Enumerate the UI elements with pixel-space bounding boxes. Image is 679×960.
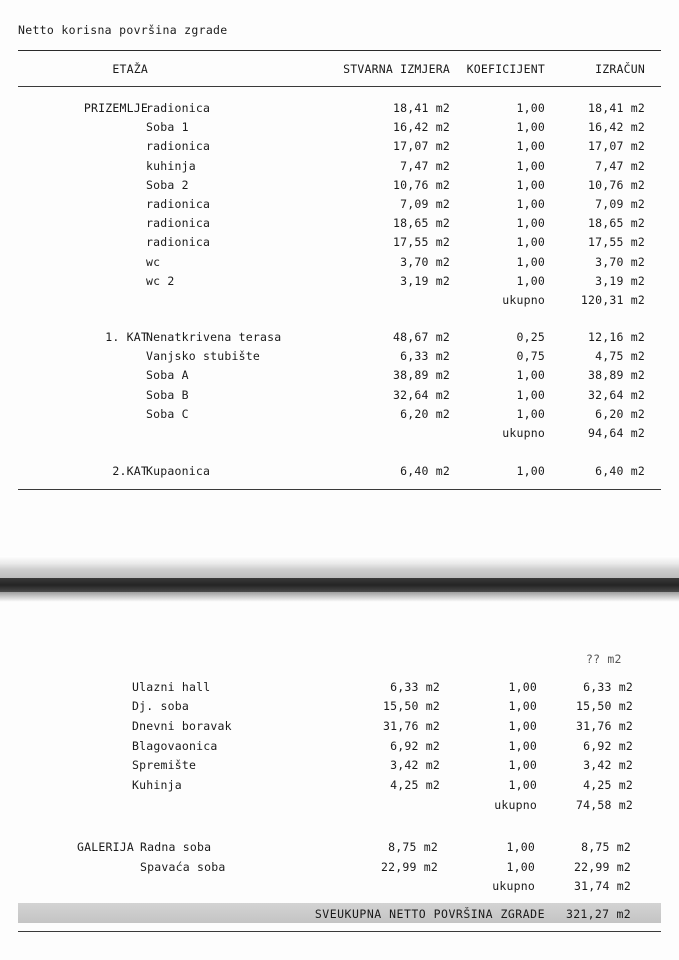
- row-name: radionica: [146, 196, 211, 211]
- row-measure: 18,65 m2: [393, 216, 450, 231]
- subtotal-value: 94,64 m2: [588, 425, 645, 440]
- page-title: Netto korisna površina zgrade: [18, 23, 228, 37]
- row-coefficient: 1,00: [508, 680, 537, 694]
- row-measure: 3,70 m2: [400, 254, 450, 269]
- row-calculation: 31,76 m2: [576, 718, 633, 733]
- row-calculation: 6,33 m2: [583, 680, 633, 694]
- row-name: Dnevni boravak: [132, 718, 232, 733]
- row-name: radionica: [146, 235, 211, 250]
- table-row: [0, 719, 679, 739]
- row-measure: 6,33 m2: [400, 349, 450, 364]
- row-name: radionica: [146, 101, 211, 115]
- row-measure: 32,64 m2: [393, 387, 450, 402]
- row-coefficient: 1,00: [508, 777, 537, 792]
- table-row: [0, 860, 679, 880]
- row-measure: 3,19 m2: [400, 273, 450, 288]
- table-row: [0, 840, 679, 860]
- subtotal-label: ukupno: [502, 425, 545, 440]
- row-coefficient: 1,00: [508, 699, 537, 714]
- row-calculation: 7,47 m2: [595, 158, 645, 173]
- row-coefficient: 1,00: [508, 758, 537, 773]
- row-name: Soba A: [146, 368, 189, 383]
- table-row: [0, 216, 679, 235]
- row-measure: 6,20 m2: [400, 406, 450, 421]
- row-calculation: 15,50 m2: [576, 699, 633, 714]
- row-calculation: 7,09 m2: [595, 196, 645, 211]
- subtotal-label: ukupno: [502, 292, 545, 307]
- row-calculation: 3,19 m2: [595, 273, 645, 288]
- row-measure: 16,42 m2: [393, 120, 450, 135]
- row-measure: 48,67 m2: [393, 330, 450, 344]
- table-row: [0, 368, 679, 387]
- row-name: radionica: [146, 139, 211, 154]
- header-rule-bottom: [18, 86, 661, 87]
- row-coefficient: 1,00: [516, 139, 545, 154]
- column-header-measure: STVARNA IZMJERA: [343, 62, 450, 76]
- row-name: radionica: [146, 216, 211, 231]
- row-calculation: 18,65 m2: [588, 216, 645, 231]
- row-name: Kuhinja: [132, 777, 182, 792]
- row-coefficient: 1,00: [516, 101, 545, 115]
- row-calculation: 17,07 m2: [588, 139, 645, 154]
- table-row: [0, 159, 679, 178]
- row-name: kuhinja: [146, 158, 196, 173]
- table-row: [0, 139, 679, 158]
- row-measure: 22,99 m2: [381, 859, 438, 874]
- header-rule-top: [18, 50, 661, 51]
- row-calculation: 6,40 m2: [595, 464, 645, 478]
- row-calculation: 6,20 m2: [595, 406, 645, 421]
- row-measure: 3,42 m2: [390, 758, 440, 773]
- group-label: GALERIJA: [77, 840, 134, 854]
- subtotal-label: ukupno: [494, 797, 537, 812]
- row-coefficient: 1,00: [506, 859, 535, 874]
- row-calculation: 18,41 m2: [588, 101, 645, 115]
- row-name: Soba 1: [146, 120, 189, 135]
- row-calculation: 4,25 m2: [583, 777, 633, 792]
- row-name: Vanjsko stubište: [146, 349, 260, 364]
- row-measure: 8,75 m2: [388, 840, 438, 854]
- group-label: 2.KAT: [112, 464, 148, 478]
- row-measure: 38,89 m2: [393, 368, 450, 383]
- table-row: [0, 739, 679, 759]
- table-row: [0, 330, 679, 349]
- row-measure: 17,55 m2: [393, 235, 450, 250]
- row-name: Dj. soba: [132, 699, 189, 714]
- table-row: [0, 407, 679, 426]
- table-row: [0, 178, 679, 197]
- row-calculation: 3,42 m2: [583, 758, 633, 773]
- row-measure: 4,25 m2: [390, 777, 440, 792]
- table-header: [0, 62, 679, 81]
- row-coefficient: 1,00: [516, 368, 545, 383]
- table-row: [0, 101, 679, 120]
- row-calculation: 32,64 m2: [588, 387, 645, 402]
- row-coefficient: 1,00: [516, 158, 545, 173]
- section-prizemlje: [0, 101, 679, 312]
- subtotal-row: [0, 426, 679, 445]
- column-header-group: ETAŽA: [112, 62, 148, 76]
- scan-dark-band: [0, 578, 679, 592]
- row-coefficient: 1,00: [516, 177, 545, 192]
- table-row: [0, 197, 679, 216]
- row-coefficient: 0,75: [516, 349, 545, 364]
- table-row: [0, 120, 679, 139]
- table-row: [0, 778, 679, 798]
- subtotal-value: 120,31 m2: [580, 292, 645, 307]
- row-coefficient: 1,00: [516, 254, 545, 269]
- row-calculation: 8,75 m2: [581, 840, 631, 854]
- row-measure: 7,47 m2: [400, 158, 450, 173]
- row-coefficient: 0,25: [516, 330, 545, 344]
- row-name: Kupaonica: [146, 464, 211, 478]
- row-measure: 15,50 m2: [383, 699, 440, 714]
- table-row: [0, 274, 679, 293]
- row-calculation: 17,55 m2: [588, 235, 645, 250]
- row-coefficient: 1,00: [516, 464, 545, 478]
- row-name: Spremište: [132, 758, 197, 773]
- group-label: PRIZEMLJE: [83, 101, 148, 115]
- row-measure: 10,76 m2: [393, 177, 450, 192]
- section-kat-lower: [0, 680, 679, 817]
- row-coefficient: 1,00: [516, 387, 545, 402]
- table-row: [0, 255, 679, 274]
- subtotal-value: 31,74 m2: [574, 879, 631, 894]
- table-row: [0, 388, 679, 407]
- row-measure: 6,40 m2: [400, 464, 450, 478]
- scan-fade-band: [0, 556, 679, 578]
- table-row: [0, 680, 679, 699]
- row-measure: 18,41 m2: [393, 101, 450, 115]
- row-coefficient: 1,00: [508, 718, 537, 733]
- row-name: Nenatkrivena terasa: [146, 330, 282, 344]
- column-header-coefficient: KOEFICIJENT: [466, 62, 545, 76]
- header-row: [0, 62, 679, 81]
- scan-fade-band-lower: [0, 592, 679, 602]
- row-name: Spavaća soba: [140, 859, 226, 874]
- grand-total-label: SVEUKUPNA NETTO POVRŠINA ZGRADE: [314, 907, 545, 921]
- row-name: Soba C: [146, 406, 189, 421]
- footer-rule: [18, 931, 661, 932]
- row-calculation: 12,16 m2: [588, 330, 645, 344]
- row-coefficient: 1,00: [516, 235, 545, 250]
- table-row: [0, 349, 679, 368]
- row-measure: 6,92 m2: [390, 738, 440, 753]
- subtotal-label: ukupno: [492, 879, 535, 894]
- subtotal-row: [0, 879, 679, 899]
- row-name: Soba 2: [146, 177, 189, 192]
- subtotal-row: [0, 798, 679, 818]
- row-coefficient: 1,00: [516, 196, 545, 211]
- grand-total-value: 321,27 m2: [565, 907, 631, 921]
- row-coefficient: 1,00: [506, 840, 535, 854]
- table-row: [0, 464, 679, 483]
- row-name: Ulazni hall: [132, 680, 211, 694]
- column-header-calculation: IZRAČUN: [595, 62, 645, 76]
- section-rule-bottom: [18, 489, 661, 490]
- row-name: wc 2: [146, 273, 175, 288]
- row-measure: 7,09 m2: [400, 196, 450, 211]
- section-drugi-kat: [0, 464, 679, 483]
- row-calculation: 10,76 m2: [588, 177, 645, 192]
- row-measure: 31,76 m2: [383, 718, 440, 733]
- row-calculation: 4,75 m2: [595, 349, 645, 364]
- row-name: wc: [146, 254, 161, 269]
- row-calculation: 38,89 m2: [588, 368, 645, 383]
- table-row: [0, 758, 679, 778]
- group-label: 1. KAT: [105, 330, 148, 344]
- row-measure: 17,07 m2: [393, 139, 450, 154]
- partial-artifact-text: ?? m2: [586, 652, 622, 666]
- row-name: Blagovaonica: [132, 738, 218, 753]
- row-name: Soba B: [146, 387, 189, 402]
- table-row: [0, 699, 679, 719]
- row-coefficient: 1,00: [516, 216, 545, 231]
- row-coefficient: 1,00: [508, 738, 537, 753]
- row-coefficient: 1,00: [516, 406, 545, 421]
- section-galerija: [0, 840, 679, 899]
- row-coefficient: 1,00: [516, 120, 545, 135]
- row-calculation: 22,99 m2: [574, 859, 631, 874]
- row-name: Radna soba: [140, 840, 212, 854]
- row-calculation: 3,70 m2: [595, 254, 645, 269]
- table-row: [0, 235, 679, 254]
- subtotal-value: 74,58 m2: [576, 797, 633, 812]
- row-calculation: 6,92 m2: [583, 738, 633, 753]
- subtotal-row: [0, 293, 679, 312]
- section-prvi-kat: [0, 330, 679, 445]
- row-measure: 6,33 m2: [390, 680, 440, 694]
- row-calculation: 16,42 m2: [588, 120, 645, 135]
- row-coefficient: 1,00: [516, 273, 545, 288]
